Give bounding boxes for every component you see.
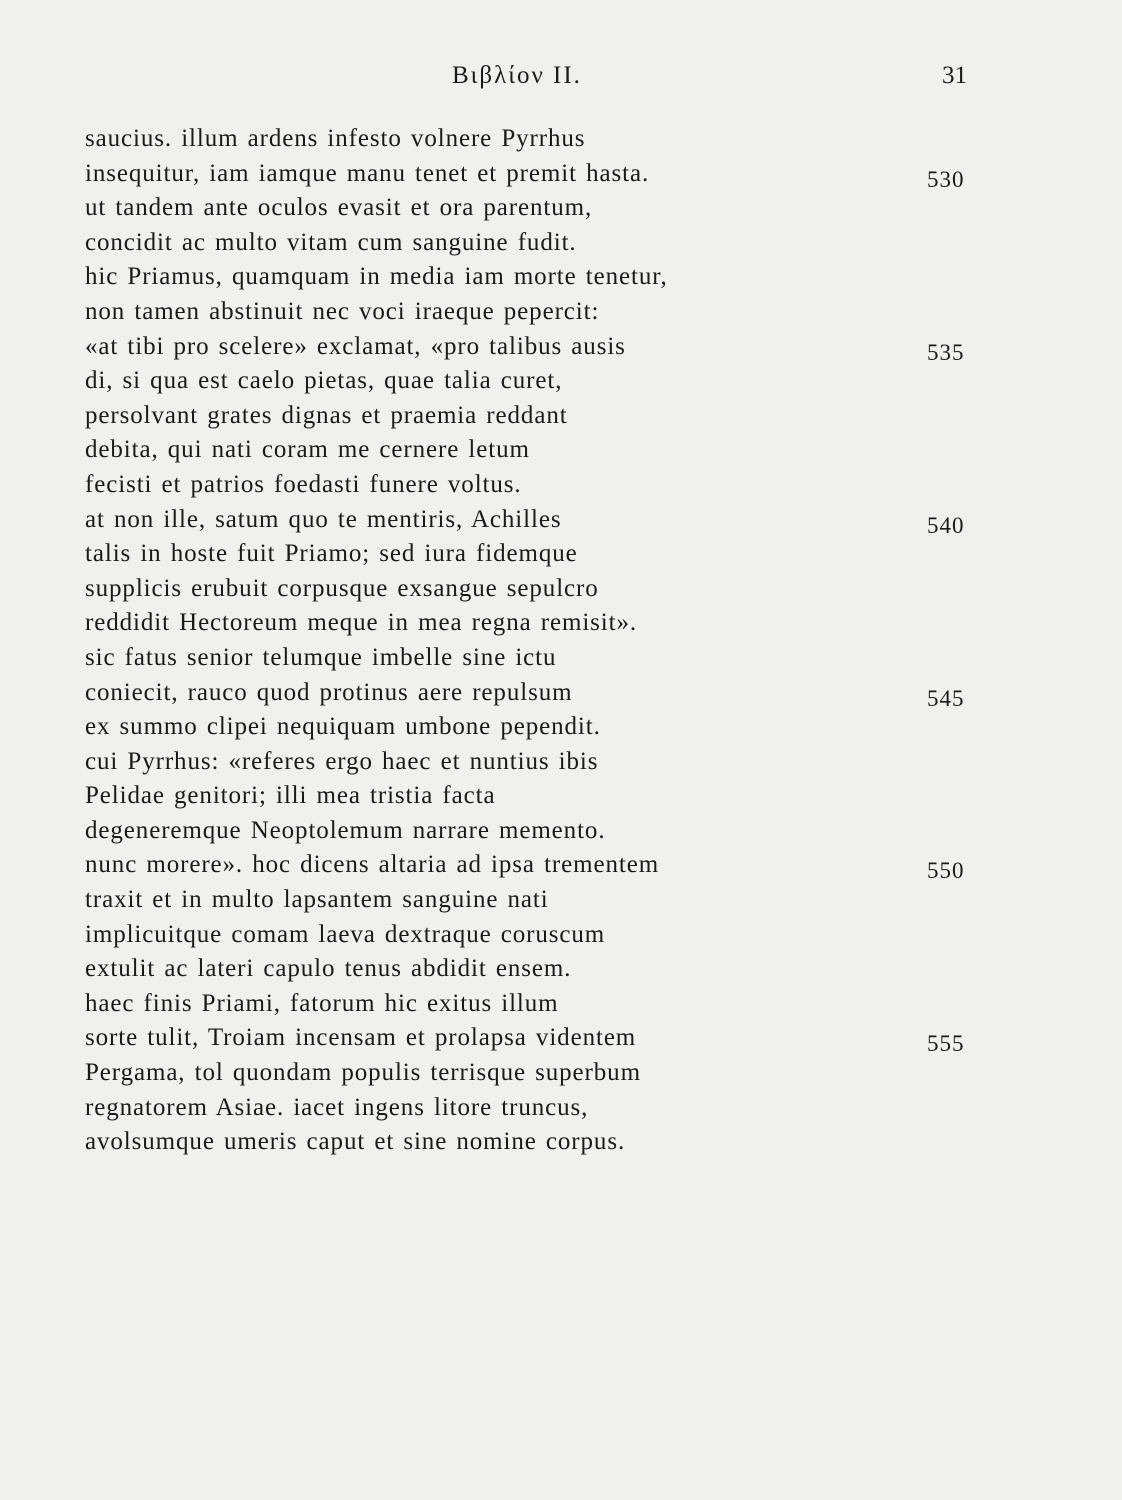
verse-line: [85, 122, 985, 157]
verse-text: avolsumque umeris caput et sine nomine corpus.: [85, 1128, 626, 1156]
running-head: [0, 62, 1122, 96]
verse-text: supplicis erubuit corpusque exsangue sepulcro: [85, 574, 599, 602]
verse-text: coniecit, rauco quod protinus aere repulsum: [85, 678, 573, 706]
verse-line: [85, 1125, 985, 1160]
verse-line: [85, 848, 985, 883]
verse-text: sorte tulit, Troiam incensam et prolapsa videntem: [85, 1024, 637, 1052]
verse-text: cui Pyrrhus: «referes ergo haec et nuntius ibis: [85, 747, 599, 775]
verse-line: [85, 537, 985, 572]
verse-text: haec finis Priami, fatorum hic exitus illum: [85, 989, 559, 1017]
verse-text: saucius. illum ardens infesto volnere Pyrrhus: [85, 125, 586, 152]
verse-line: [85, 191, 985, 226]
verse-block: [85, 122, 985, 1160]
verse-text: fecisti et patrios foedasti funere voltus.: [85, 470, 522, 498]
verse-line: [85, 641, 985, 676]
verse-line: [85, 364, 985, 399]
verse-text: ex summo clipei nequiquam umbone pependit.: [85, 713, 601, 741]
verse-text: di, si qua est caelo pietas, quae talia curet,: [85, 367, 563, 395]
verse-text: implicuitque comam laeva dextraque coruscum: [85, 920, 606, 948]
verse-text: regnatorem Asiae. iacet ingens litore truncus,: [85, 1093, 589, 1121]
verse-line: [85, 710, 985, 745]
verse-line: [85, 503, 985, 538]
verse-text: non tamen abstinuit nec voci iraeque pepercit:: [85, 297, 600, 325]
verse-text: ut tandem ante oculos evasit et ora parentum,: [85, 194, 593, 222]
verse-text: Pelidae genitori; illi mea tristia facta: [85, 782, 496, 810]
verse-line: [85, 1021, 985, 1056]
verse-line: [85, 330, 985, 365]
verse-text: talis in hoste fuit Priamo; sed iura fidemque: [85, 540, 578, 568]
verse-line: [85, 572, 985, 607]
verse-line: [85, 433, 985, 468]
verse-line: [85, 1091, 985, 1126]
verse-text: persolvant grates dignas et praemia reddant: [85, 401, 568, 429]
verse-text: sic fatus senior telumque imbelle sine ictu: [85, 643, 557, 671]
line-number: 545: [927, 685, 965, 711]
line-number: 555: [927, 1031, 965, 1057]
verse-line: [85, 226, 985, 261]
line-number: 550: [927, 858, 965, 884]
verse-text: hic Priamus, quamquam in media iam morte tenetur,: [85, 263, 668, 291]
verse-text: nunc morere». hoc dicens altaria ad ipsa trementem: [85, 851, 660, 879]
verse-line: [85, 260, 985, 295]
verse-text: debita, qui nati coram me cernere letum: [85, 436, 530, 464]
verse-line: [85, 606, 985, 641]
verse-line: [85, 987, 985, 1022]
verse-text: Pergama, tol quondam populis terrisque superbum: [85, 1059, 641, 1087]
line-number: 540: [927, 512, 965, 538]
line-number: 535: [927, 339, 965, 365]
verse-text: «at tibi pro scelere» exclamat, «pro talibus ausis: [85, 332, 626, 360]
verse-text: at non ille, satum quo te mentiris, Achilles: [85, 505, 562, 533]
verse-line: [85, 952, 985, 987]
verse-line: [85, 779, 985, 814]
verse-text: insequitur, iam iamque manu tenet et premit hasta.: [85, 159, 650, 187]
verse-line: [85, 745, 985, 780]
verse-line: [85, 157, 985, 192]
verse-line: [85, 399, 985, 434]
verse-line: [85, 883, 985, 918]
verse-line: [85, 918, 985, 953]
verse-line: [85, 676, 985, 711]
verse-line: [85, 468, 985, 503]
verse-text: reddidit Hectoreum meque in mea regna remisit».: [85, 609, 638, 637]
running-head-title: Βιβλίον II.: [452, 62, 582, 89]
verse-line: [85, 1056, 985, 1091]
verse-text: degeneremque Neoptolemum narrare memento.: [85, 816, 606, 844]
verse-line: [85, 295, 985, 330]
page-number: 31: [942, 62, 967, 89]
verse-text: extulit ac lateri capulo tenus abdidit ensem.: [85, 955, 572, 983]
verse-text: traxit et in multo lapsantem sanguine nati: [85, 886, 549, 914]
verse-text: concidit ac multo vitam cum sanguine fudit.: [85, 228, 577, 256]
verse-line: [85, 814, 985, 849]
line-number: 530: [927, 166, 965, 192]
